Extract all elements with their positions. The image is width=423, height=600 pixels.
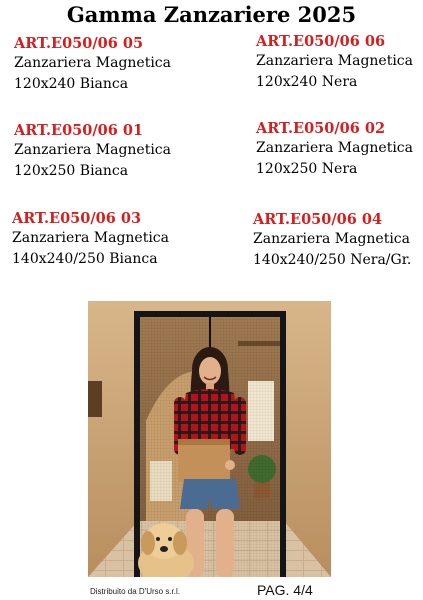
- product-item: [256, 119, 413, 180]
- product-item: [253, 210, 411, 271]
- product-item: [14, 121, 171, 182]
- product-size: 140x240/250 Bianca: [12, 251, 158, 267]
- product-size: 120x250 Bianca: [14, 163, 129, 179]
- distributor-text: Distribuito da D'Urso s.r.l.: [90, 587, 180, 596]
- product-code: ART.E050/06 01: [14, 122, 144, 139]
- product-name: Zanzariera Magnetica: [14, 142, 171, 158]
- product-item: [256, 32, 413, 93]
- product-photo: [88, 301, 331, 577]
- product-name: Zanzariera Magnetica: [253, 231, 410, 247]
- product-code: ART.E050/06 04: [253, 211, 383, 228]
- page-number: PAG. 4/4: [257, 582, 313, 598]
- product-size: 120x250 Nera: [256, 161, 358, 177]
- product-name: Zanzariera Magnetica: [256, 53, 413, 69]
- product-size: 120x240 Nera: [256, 74, 358, 90]
- product-size: 120x240 Bianca: [14, 76, 129, 92]
- product-name: Zanzariera Magnetica: [12, 230, 169, 246]
- page-title: Gamma Zanzariere 2025: [66, 2, 357, 27]
- product-code: ART.E050/06 05: [14, 35, 144, 52]
- product-name: Zanzariera Magnetica: [256, 140, 413, 156]
- product-code: ART.E050/06 06: [256, 33, 386, 50]
- product-code: ART.E050/06 03: [12, 210, 142, 227]
- product-size: 140x240/250 Nera/Gr.: [253, 252, 412, 268]
- product-item: [12, 209, 169, 270]
- product-name: Zanzariera Magnetica: [14, 55, 171, 71]
- product-code: ART.E050/06 02: [256, 120, 386, 137]
- product-item: [14, 34, 171, 95]
